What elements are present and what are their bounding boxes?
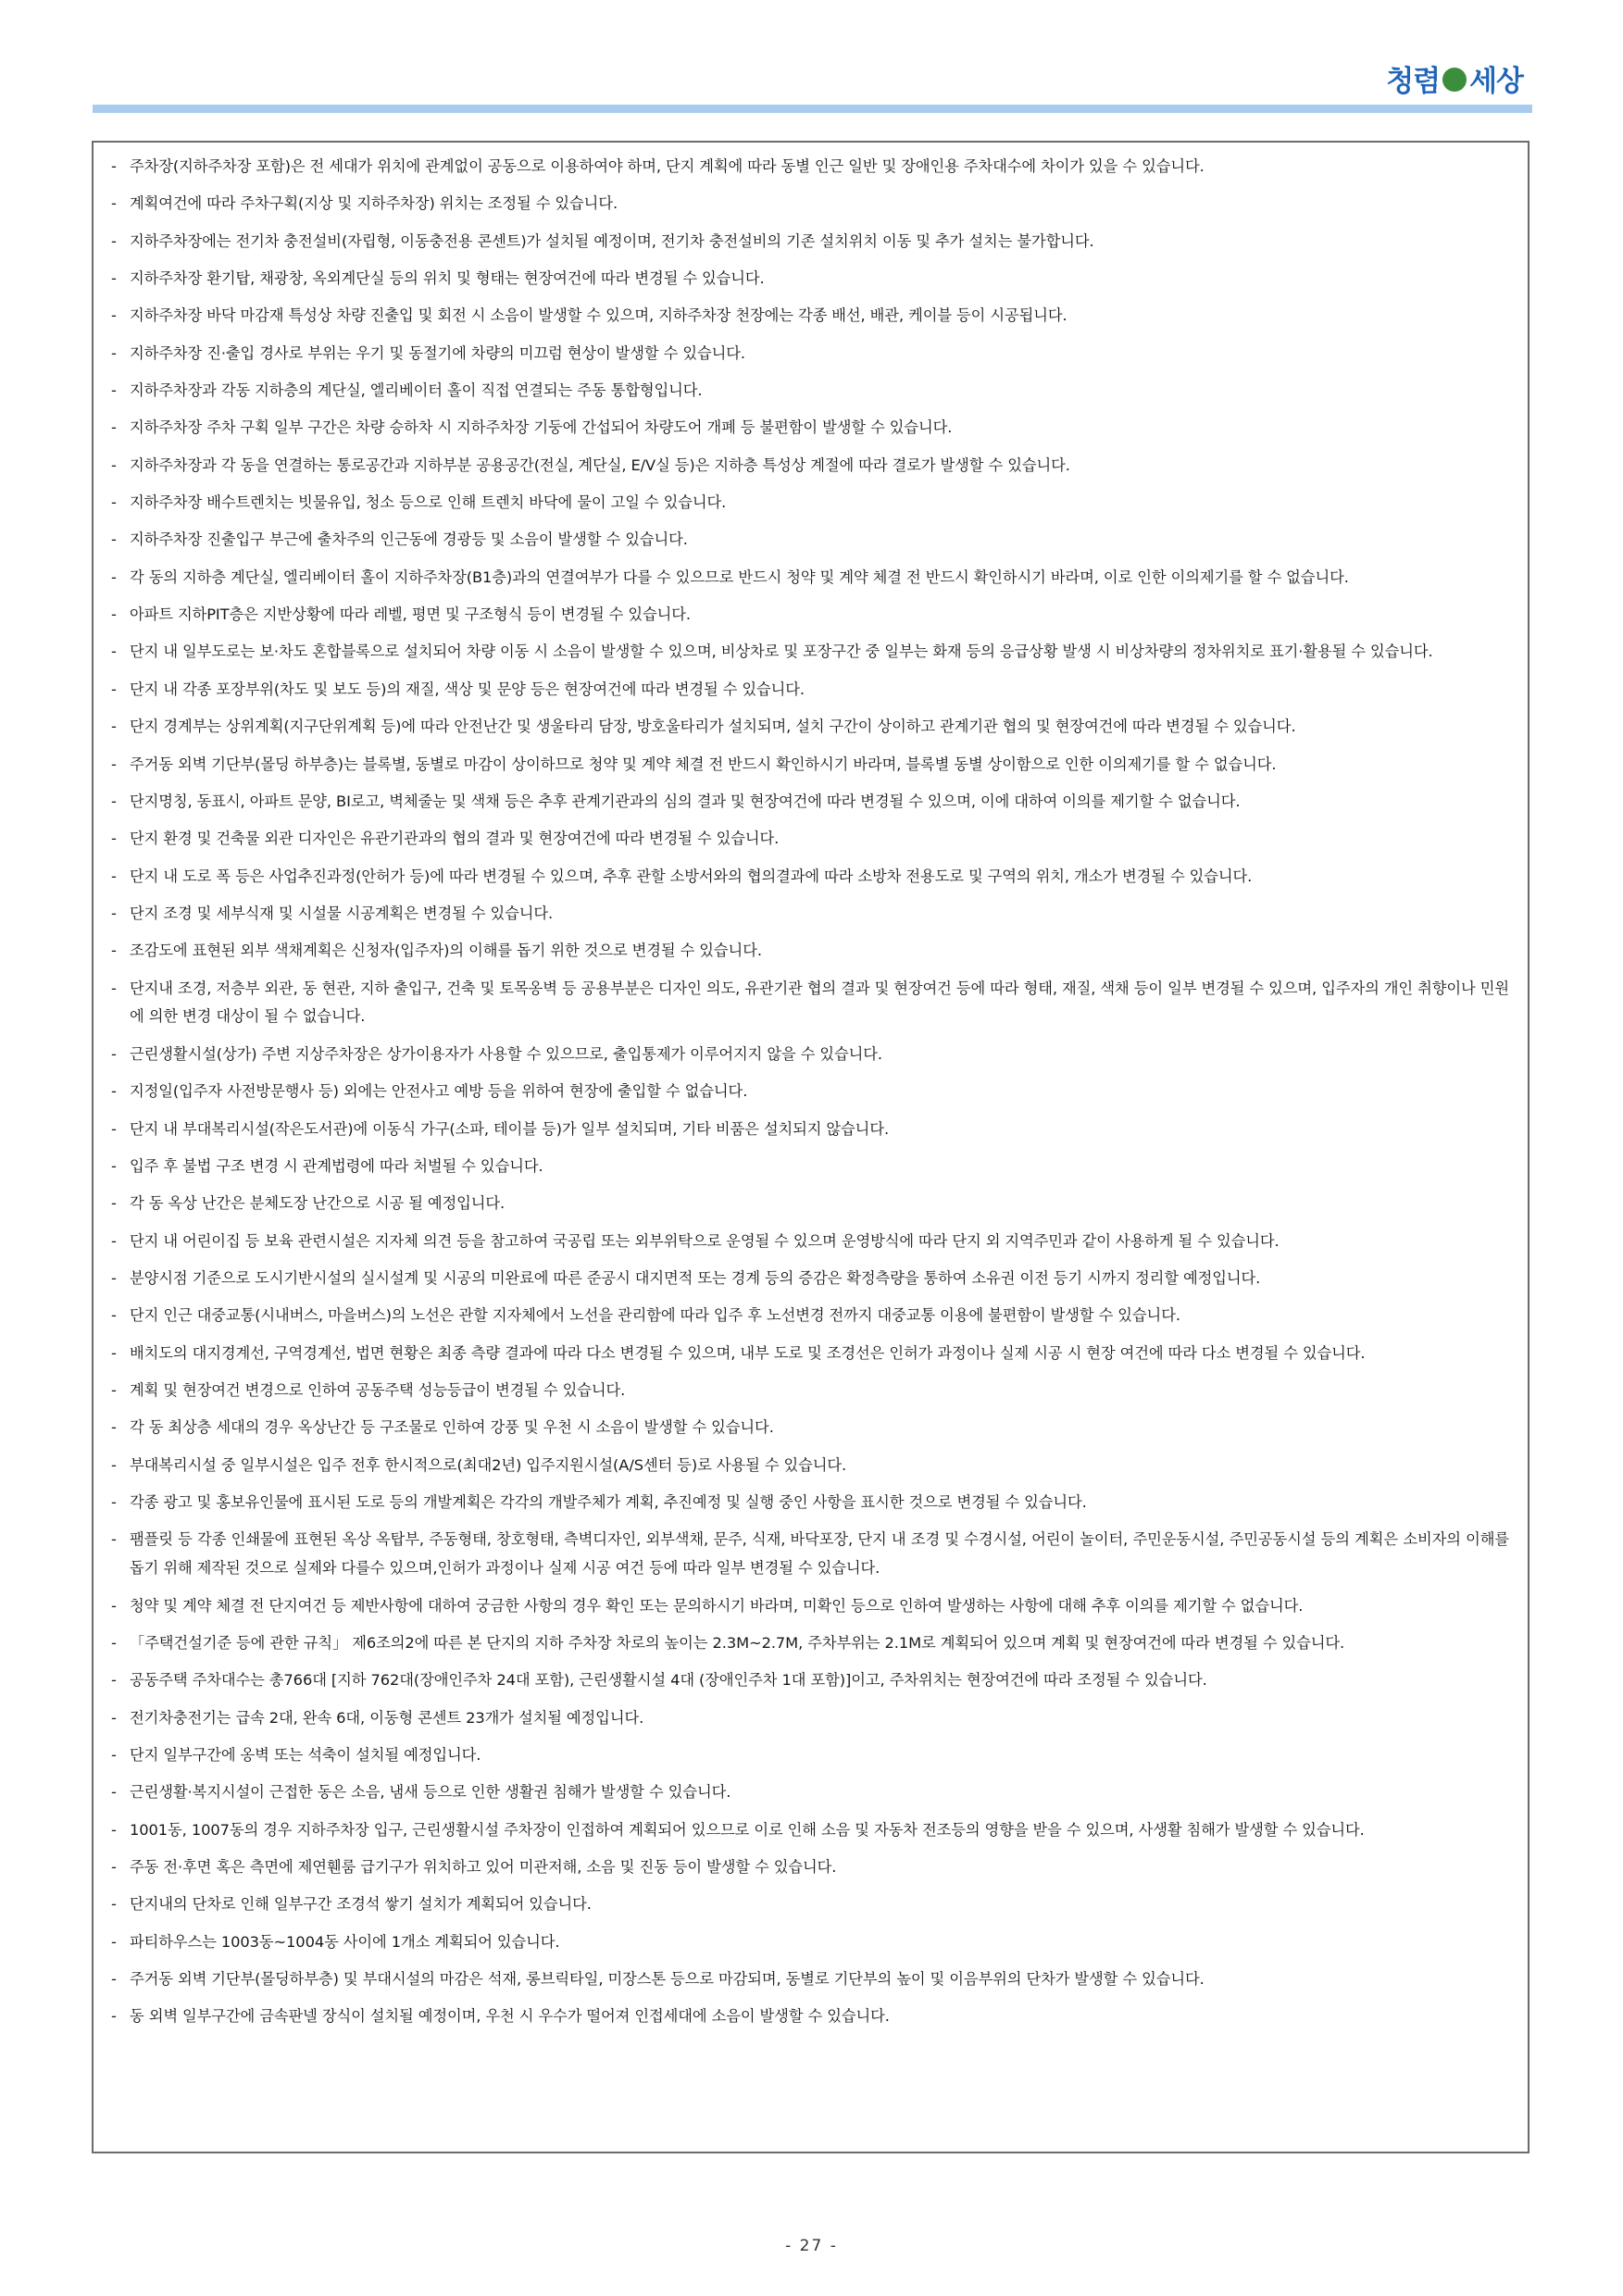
notice-item: - 단지 내 도로 폭 등은 사업추진과정(안허가 등)에 따라 변경될 수 있으며, 추후 관할 소방서와의 협의결과에 따라 소방차 전용도로 및 구역의 위치, 개소가 변경될 수 있습니다. [111,863,1509,892]
notice-item: - 단지내 조경, 저층부 외관, 동 현관, 지하 출입구, 건축 및 토목옹벽 등 공용부분은 디자인 의도, 유관기관 협의 결과 및 현장여건 등에 따라 형태, 재질, 색채 등이 일부 변경될 수 있으며, 입주자의 개인 취향이나 민원에 의한 변경 대상이 될 수 없습니다. [111,975,1509,1032]
logo-text-1: 청렴 [1386,65,1441,98]
notice-item: - 지하주차장 바닥 마감재 특성상 차량 진출입 및 회전 시 소음이 발생할 수 있으며, 지하주차장 천장에는 각종 배선, 배관, 케이블 등이 시공됩니다. [111,302,1509,331]
notice-item: - 단지 조경 및 세부식재 및 시설물 시공계획은 변경될 수 있습니다. [111,900,1509,929]
notice-item: - 주차장(지하주차장 포함)은 전 세대가 위치에 관계없이 공동으로 이용하여야 하며, 단지 계획에 따라 동별 인근 일반 및 장애인용 주차대수에 차이가 있을 수 있습니다. [111,153,1509,181]
notice-item: - 지하주차장 주차 구획 일부 구간은 차량 승하차 시 지하주차장 기둥에 간섭되어 차량도어 개폐 등 불편함이 발생할 수 있습니다. [111,414,1509,443]
notice-item: - 청약 및 계약 체결 전 단지여건 등 제반사항에 대하여 궁금한 사항의 경우 확인 또는 문의하시기 바라며, 미확인 등으로 인하여 발생하는 사항에 대해 추후 이의를 제기할 수 없습니다. [111,1592,1509,1621]
notice-item: - 주동 전·후면 혹은 측면에 제연휀룸 급기구가 위치하고 있어 미관저해, 소음 및 진동 등이 발생할 수 있습니다. [111,1853,1509,1882]
notice-item: - 단지 내 부대복리시설(작은도서관)에 이동식 가구(소파, 테이블 등)가 일부 설치되며, 기타 비품은 설치되지 않습니다. [111,1116,1509,1144]
notice-item: - 단지 내 어린이집 등 보육 관련시설은 지자체 의견 등을 참고하여 국공립 또는 외부위탁으로 운영될 수 있으며 운영방식에 따라 단지 외 지역주민과 같이 사용하게 될 수 있습니다. [111,1228,1509,1256]
notice-item: - 각종 광고 및 홍보유인물에 표시된 도로 등의 개발계획은 각각의 개발주체가 계획, 추진예정 및 실행 중인 사항을 표시한 것으로 변경될 수 있습니다. [111,1489,1509,1517]
notice-item: - 계획여건에 따라 주차구획(지상 및 지하주차장) 위치는 조정될 수 있습니다. [111,190,1509,218]
notice-item: - 지하주차장 환기탑, 채광창, 옥외계단실 등의 위치 및 형태는 현장여건에 따라 변경될 수 있습니다. [111,265,1509,293]
notice-list [111,153,1509,2031]
notice-item: - 지정일(입주자 사전방문행사 등) 외에는 안전사고 예방 등을 위하여 현장에 출입할 수 없습니다. [111,1078,1509,1106]
notice-item: - 주거동 외벽 기단부(몰딩하부층) 및 부대시설의 마감은 석재, 롱브릭타일, 미장스톤 등으로 마감되며, 동별로 기단부의 높이 및 이음부위의 단차가 발생할 수 있습니다. [111,1965,1509,1994]
notice-item: - 지하주차장에는 전기차 충전설비(자립형, 이동충전용 콘센트)가 설치될 예정이며, 전기차 충전설비의 기존 설치위치 이동 및 추가 설치는 불가합니다. [111,228,1509,256]
notice-item: - 단지 인근 대중교통(시내버스, 마을버스)의 노선은 관할 지자체에서 노선을 관리함에 따라 입주 후 노선변경 전까지 대중교통 이용에 불편함이 발생할 수 있습니다. [111,1302,1509,1330]
notice-item: - 입주 후 불법 구조 변경 시 관계법령에 따라 처벌될 수 있습니다. [111,1153,1509,1181]
notice-item: - 지하주차장과 각 동을 연결하는 통로공간과 지하부분 공용공간(전실, 계단실, E/V실 등)은 지하층 특성상 계절에 따라 결로가 발생할 수 있습니다. [111,452,1509,480]
notice-item: - 지하주차장과 각동 지하층의 계단실, 엘리베이터 홀이 직접 연결되는 주동 통합형입니다. [111,377,1509,406]
notice-item: - 단지명칭, 동표시, 아파트 문양, BI로고, 벽체줄눈 및 색채 등은 추후 관계기관과의 심의 결과 및 현장여건에 따라 변경될 수 있으며, 이에 대하여 이의를 제기할 수 없습니다. [111,788,1509,817]
notice-item: - 배치도의 대지경계선, 구역경계선, 법면 현황은 최종 측량 결과에 따라 다소 변경될 수 있으며, 내부 도로 및 조경선은 인허가 과정이나 실제 시공 시 현장 여건에 따라 다소 변경될 수 있습니다. [111,1340,1509,1368]
notice-item: - 「주택건설기준 등에 관한 규칙」 제6조의2에 따른 본 단지의 지하 주차장 차로의 높이는 2.3M~2.7M, 주차부위는 2.1M로 계획되어 있으며 계획 및 현장여건에 따라 변경될 수 있습니다. [111,1629,1509,1658]
notice-item: - 근린생활·복지시설이 근접한 동은 소음, 냄새 등으로 인한 생활권 침해가 발생할 수 있습니다. [111,1778,1509,1807]
notice-item: - 각 동 최상층 세대의 경우 옥상난간 등 구조물로 인하여 강풍 및 우천 시 소음이 발생할 수 있습니다. [111,1414,1509,1442]
notice-item: - 단지 경계부는 상위계획(지구단위계획 등)에 따라 안전난간 및 생울타리 담장, 방호울타리가 설치되며, 설치 구간이 상이하고 관계기관 협의 및 현장여건에 따라 변경될 수 있습니다. [111,713,1509,742]
notice-item: - 근린생활시설(상가) 주변 지상주차장은 상가이용자가 사용할 수 있으므로, 출입통제가 이루어지지 않을 수 있습니다. [111,1041,1509,1069]
notice-item: - 단지 내 각종 포장부위(차도 및 보도 등)의 재질, 색상 및 문양 등은 현장여건에 따라 변경될 수 있습니다. [111,676,1509,705]
notice-item: - 각 동의 지하층 계단실, 엘리베이터 홀이 지하주차장(B1층)과의 연결여부가 다를 수 있으므로 반드시 청약 및 계약 체결 전 반드시 확인하시기 바라며, 이로 인한 이의제기를 할 수 없습니다. [111,564,1509,593]
notice-item: - 조감도에 표현된 외부 색채계획은 신청자(입주자)의 이해를 돕기 위한 것으로 변경될 수 있습니다. [111,937,1509,966]
notice-item: - 지하주차장 진출입구 부근에 출차주의 인근동에 경광등 및 소음이 발생할 수 있습니다. [111,526,1509,555]
notice-box [92,141,1529,2153]
notice-item: - 단지 환경 및 건축물 외관 디자인은 유관기관과의 협의 결과 및 현장여건에 따라 변경될 수 있습니다. [111,825,1509,854]
notice-item: - 1001동, 1007동의 경우 지하주차장 입구, 근린생활시설 주차장이 인접하여 계획되어 있으므로 이로 인해 소음 및 자동차 전조등의 영향을 받을 수 있으며, 사생활 침해가 발생할 수 있습니다. [111,1816,1509,1845]
notice-item: - 동 외벽 일부구간에 금속판넬 장식이 설치될 예정이며, 우천 시 우수가 떨어져 인접세대에 소음이 발생할 수 있습니다. [111,2003,1509,2031]
notice-item: - 단지내의 단차로 인해 일부구간 조경석 쌓기 설치가 계획되어 있습니다. [111,1890,1509,1919]
logo [1386,57,1523,99]
notice-item: - 각 동 옥상 난간은 분체도장 난간으로 시공 될 예정입니다. [111,1190,1509,1218]
notice-item: - 전기차충전기는 급속 2대, 완속 6대, 이동형 콘센트 23개가 설치될 예정입니다. [111,1704,1509,1733]
notice-item: - 분양시점 기준으로 도시기반시설의 실시설계 및 시공의 미완료에 따른 준공시 대지면적 또는 경계 등의 증감은 확정측량을 통하여 소유권 이전 등기 시까지 정리할 예정입니다. [111,1265,1509,1293]
page-number: - 27 - [785,2237,838,2255]
notice-item: - 지하주차장 배수트렌치는 빗물유입, 청소 등으로 인해 트렌치 바닥에 물이 고일 수 있습니다. [111,489,1509,518]
header-rule [93,105,1532,113]
notice-item: - 파티하우스는 1003동~1004동 사이에 1개소 계획되어 있습니다. [111,1928,1509,1957]
notice-item: - 단지 내 일부도로는 보·차도 혼합블록으로 설치되어 차량 이동 시 소음이 발생할 수 있으며, 비상차로 및 포장구간 중 일부는 화재 등의 응급상황 발생 시 비상차량의 정차위치로 표기·활용될 수 있습니다. [111,638,1509,667]
notice-item: - 지하주차장 진·출입 경사로 부위는 우기 및 동절기에 차량의 미끄럼 현상이 발생할 수 있습니다. [111,340,1509,368]
notice-item: - 단지 일부구간에 옹벽 또는 석축이 설치될 예정입니다. [111,1741,1509,1770]
notice-item: - 팸플릿 등 각종 인쇄물에 표현된 옥상 옥탑부, 주동형태, 창호형태, 측벽디자인, 외부색채, 문주, 식재, 바닥포장, 단지 내 조경 및 수경시설, 어린이 놀이터, 주민운동시설, 주민공동시설 등의 계획은 소비자의 이해를 돕기 위해 제작된 것으로 실제와 다를수 있으며,인허가 과정이나 실제 시공 여건 등에 따라 일부 변경될 수 있습니다. [111,1526,1509,1583]
notice-item: - 주거동 외벽 기단부(몰딩 하부층)는 블록별, 동별로 마감이 상이하므로 청약 및 계약 체결 전 반드시 확인하시기 바라며, 블록별 동별 상이함으로 인한 이의제기를 할 수 없습니다. [111,751,1509,780]
notice-item: - 아파트 지하PIT층은 지반상황에 따라 레벨, 평면 및 구조형식 등이 변경될 수 있습니다. [111,601,1509,630]
logo-emblem-icon [1442,68,1467,92]
logo-text-2: 세상 [1469,65,1523,98]
notice-item: - 부대복리시설 중 일부시설은 입주 전후 한시적으로(최대2년) 입주지원시설(A/S센터 등)로 사용될 수 있습니다. [111,1452,1509,1480]
notice-item: - 계획 및 현장여건 변경으로 인하여 공동주택 성능등급이 변경될 수 있습니다. [111,1377,1509,1405]
notice-item: - 공동주택 주차대수는 총766대 [지하 762대(장애인주차 24대 포함), 근린생활시설 4대 (장애인주차 1대 포함)]이고, 주차위치는 현장여건에 따라 조정될 수 있습니다. [111,1666,1509,1695]
